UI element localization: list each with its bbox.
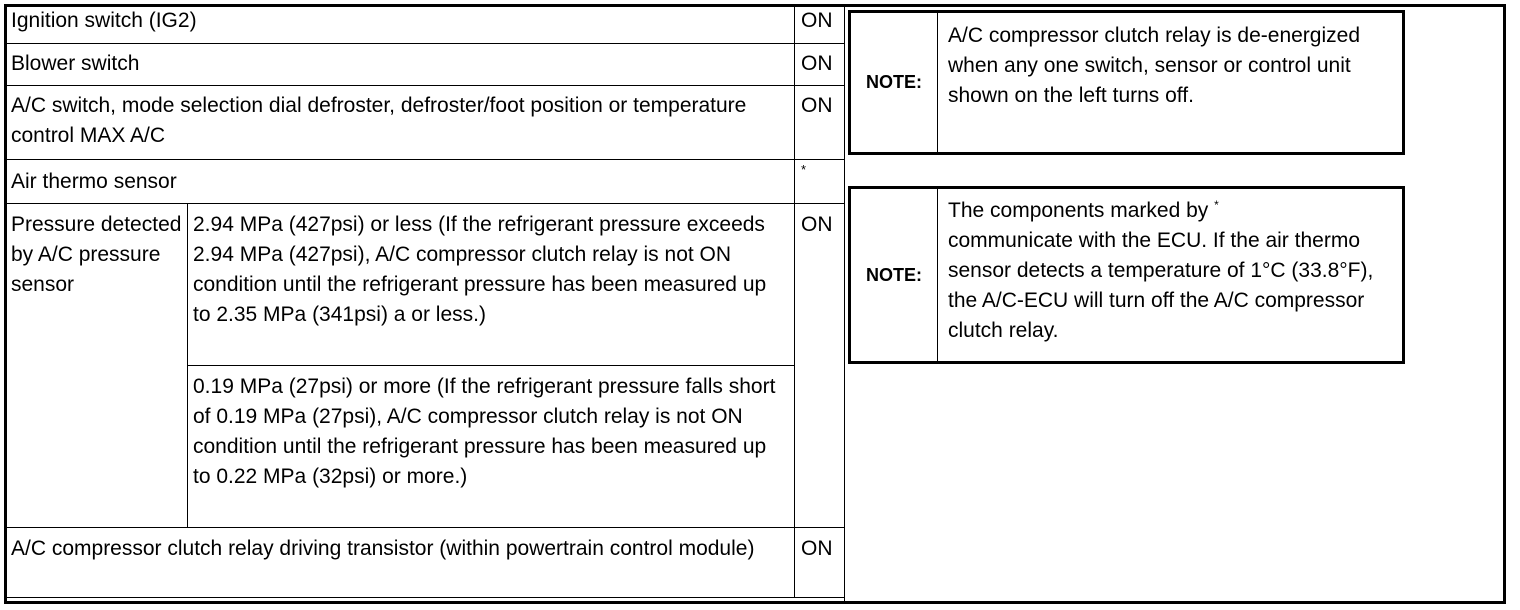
table-row — [6, 528, 845, 598]
condition-table — [5, 5, 845, 598]
asterisk-mark: * — [1214, 198, 1219, 212]
note-text-part: communicate with the ECU. If the air thermo sensor detects a temperature of 1°C (33.8°F), the A/C-ECU will turn off the A/C compressor clutch relay. — [948, 229, 1374, 342]
row-label: Air thermo sensor — [6, 160, 795, 204]
table-row — [6, 160, 845, 204]
row-state: ON — [795, 528, 845, 598]
row-state: ON — [795, 6, 845, 44]
note-text — [938, 189, 1402, 361]
asterisk-mark: * — [801, 162, 807, 177]
table-row — [6, 204, 845, 366]
row-sub-condition: 0.19 MPa (27psi) or more (If the refrigerant pressure falls short of 0.19 MPa (27psi), A/C compressor clutch relay is not ON condition until the refrigerant pressure has been measured up to 0.22 MPa (32psi) or more.) — [188, 366, 795, 528]
note-label: NOTE: — [851, 189, 938, 361]
row-label: Pressure detected by A/C pressure sensor — [6, 204, 188, 528]
row-state: ON — [795, 44, 845, 86]
row-label: A/C switch, mode selection dial defroster, defroster/foot position or temperature control MAX A/C — [6, 86, 795, 160]
row-label: Blower switch — [6, 44, 795, 86]
table-row — [6, 6, 845, 44]
row-sub-condition: 2.94 MPa (427psi) or less (If the refrigerant pressure exceeds 2.94 MPa (427psi), A/C compressor clutch relay is not ON condition until the refrigerant pressure has been measured up to 2.35 MPa (341psi) a or less.) — [188, 204, 795, 366]
row-label: A/C compressor clutch relay driving transistor (within powertrain control module) — [6, 528, 795, 598]
column-divider — [844, 5, 845, 601]
table-row — [6, 86, 845, 160]
row-state: ON — [795, 86, 845, 160]
note-box — [848, 186, 1405, 364]
row-label: Ignition switch (IG2) — [6, 6, 795, 44]
table-row — [6, 44, 845, 86]
note-box — [848, 10, 1405, 155]
row-state: ON — [795, 204, 845, 528]
note-text: A/C compressor clutch relay is de-energized when any one switch, sensor or control unit shown on the left turns off. — [948, 24, 1361, 107]
note-text-part: The components marked by — [948, 199, 1215, 222]
note-label: NOTE: — [851, 13, 938, 152]
